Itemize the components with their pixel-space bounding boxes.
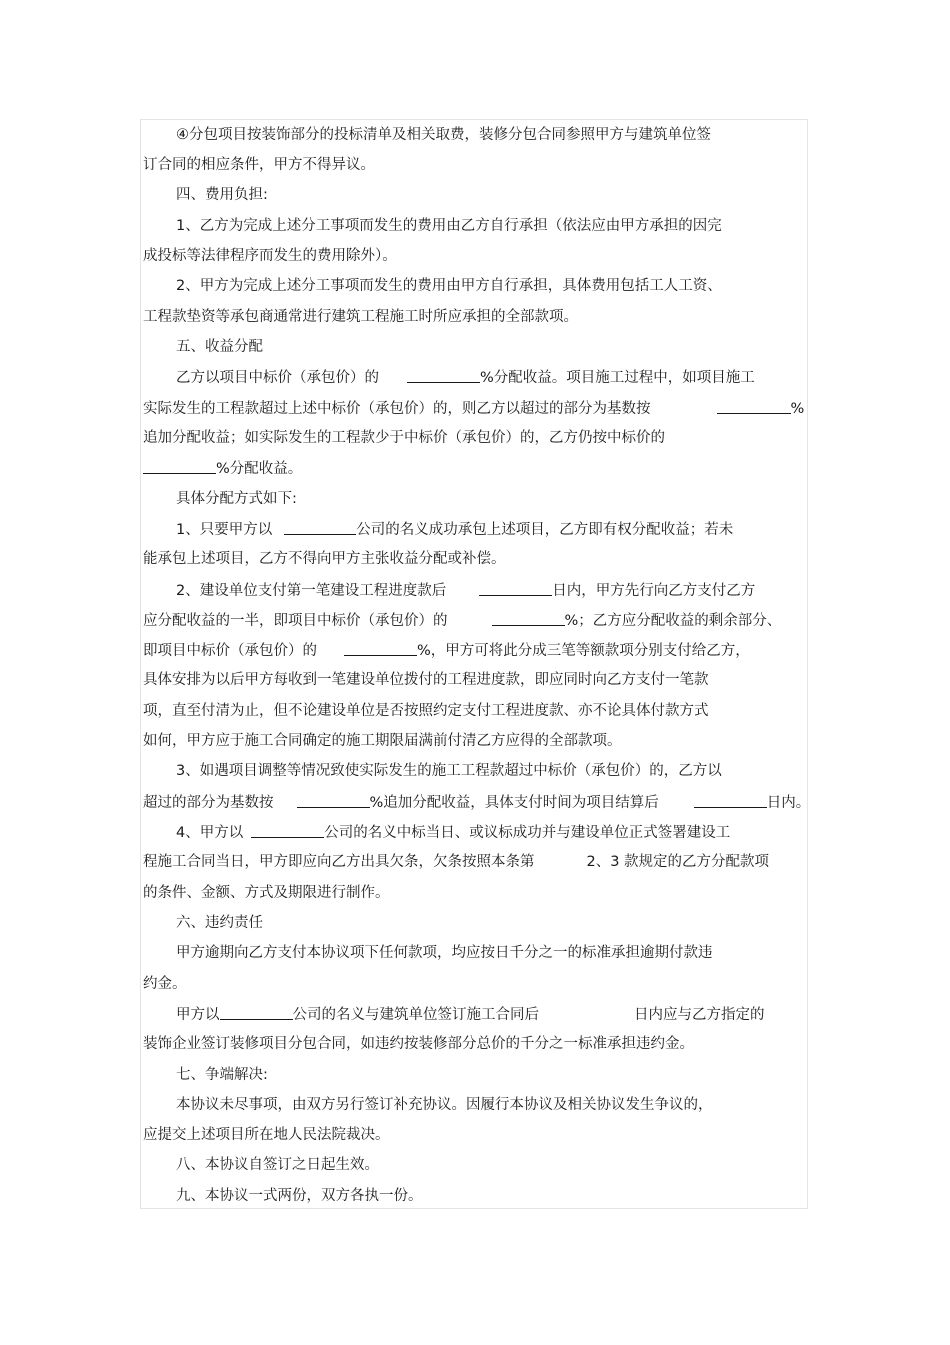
text-segment: 本协议未尽事项，由双方另行签订补充协议。因履行本协议及相关协议发生争议的， xyxy=(176,1097,713,1113)
fill-in-blank xyxy=(694,792,767,808)
text-line xyxy=(176,185,268,205)
text-line xyxy=(176,489,297,509)
text-segment: %分配收益。项目施工过程中，如项目施工 xyxy=(480,370,755,386)
fill-in-blank xyxy=(407,367,480,383)
text-segment: 公司的名义中标当日、或议标成功并与建设单位正式签署建设工 xyxy=(324,825,731,841)
text-line xyxy=(143,549,506,569)
text-segment: % xyxy=(790,401,805,417)
fill-in-blank xyxy=(251,822,324,838)
text-line xyxy=(176,943,713,963)
text-segment: 实际发生的工程款超过上述中标价（承包价）的，则乙方以超过的部分为基数按 xyxy=(143,401,651,417)
text-line xyxy=(143,398,804,419)
text-line xyxy=(143,640,750,661)
text-segment: 应提交上述项目所在地人民法院裁决。 xyxy=(143,1127,390,1143)
text-segment: 成投标等法律程序而发生的费用除外）。 xyxy=(143,248,397,264)
text-line xyxy=(143,458,302,479)
text-segment: 六、违约责任 xyxy=(176,915,263,931)
text-segment: 四、费用负担: xyxy=(176,187,268,203)
text-segment: 程施工合同当日，甲方即应向乙方出具欠条，欠条按照本条第 xyxy=(143,854,535,870)
text-segment: 甲方以 xyxy=(176,1007,220,1023)
text-segment: 工程款垫资等承包商通常进行建筑工程施工时所应承担的全部款项。 xyxy=(143,309,578,325)
text-line xyxy=(176,822,730,843)
fill-in-blank xyxy=(344,640,417,656)
fill-in-blank xyxy=(492,610,565,626)
text-line xyxy=(143,1125,390,1145)
text-segment: 如何，甲方应于施工合同确定的施工期限届满前付清乙方应得的全部款项。 xyxy=(143,733,622,749)
text-segment: 2、甲方为完成上述分工事项而发生的费用由甲方自行承担，具体费用包括工人工资、 xyxy=(176,278,722,294)
text-line xyxy=(176,276,722,296)
text-segment: 八、本协议自签订之日起生效。 xyxy=(176,1157,379,1173)
text-line xyxy=(176,1155,379,1175)
text-segment: 3、如遇项目调整等情况致使实际发生的施工工程款超过中标价（承包价）的，乙方以 xyxy=(176,763,722,779)
text-line xyxy=(143,852,769,872)
text-segment: 乙方以项目中标价（承包价）的 xyxy=(176,370,379,386)
text-line xyxy=(143,701,709,721)
text-line xyxy=(176,913,263,933)
fill-in-blank xyxy=(717,398,791,414)
text-line xyxy=(143,307,578,327)
text-segment: 超过的部分为基数按 xyxy=(143,795,274,811)
text-segment: 日内。 xyxy=(766,795,811,811)
text-segment: 4、甲方以 xyxy=(176,825,244,841)
text-segment: 应分配收益的一半，即项目中标价（承包价）的 xyxy=(143,613,448,629)
text-segment: %追加分配收益，具体支付时间为项目结算后 xyxy=(369,795,659,811)
text-segment: 项，直至付清为止，但不论建设单位是否按照约定支付工程进度款、亦不论具体付款方式 xyxy=(143,703,709,719)
text-segment: 订合同的相应条件，甲方不得异议。 xyxy=(143,157,375,173)
text-segment: 2、建设单位支付第一笔建设工程进度款后 xyxy=(176,583,447,599)
text-line xyxy=(143,155,375,175)
text-segment: %，甲方可将此分成三笔等额款项分别支付给乙方， xyxy=(417,643,750,659)
text-line xyxy=(143,428,665,448)
text-segment: 公司的名义与建筑单位签订施工合同后 xyxy=(292,1007,539,1023)
text-line xyxy=(176,519,733,540)
text-segment: 具体安排为以后甲方每收到一笔建设单位拨付的工程进度款，即应同时向乙方支付一笔款 xyxy=(143,672,709,688)
text-line xyxy=(176,580,755,601)
text-segment: 即项目中标价（承包价）的 xyxy=(143,643,317,659)
text-segment: 1、乙方为完成上述分工事项而发生的费用由乙方自行承担（依法应由甲方承担的因完 xyxy=(176,218,722,234)
text-segment: 具体分配方式如下: xyxy=(176,491,297,507)
text-segment: 五、收益分配 xyxy=(176,339,263,355)
text-segment: %分配收益。 xyxy=(216,461,303,477)
text-segment: ④分包项目按装饰部分的投标清单及相关取费，装修分包合同参照甲方与建筑单位签 xyxy=(176,127,711,143)
text-segment: 能承包上述项目，乙方不得向甲方主张收益分配或补偿。 xyxy=(143,551,506,567)
text-line xyxy=(176,216,722,236)
text-segment: 日内应与乙方指定的 xyxy=(634,1007,765,1023)
text-line xyxy=(176,1004,765,1025)
text-line xyxy=(143,1034,694,1054)
text-segment: %；乙方应分配收益的剩余部分、 xyxy=(564,613,782,629)
text-line xyxy=(143,670,709,690)
text-segment: 2、3 款规定的乙方分配款项 xyxy=(586,854,770,870)
text-line xyxy=(143,974,187,994)
fill-in-blank xyxy=(479,580,552,596)
fill-in-blank xyxy=(284,519,356,535)
text-line xyxy=(143,246,397,266)
text-line xyxy=(143,792,810,813)
fill-in-blank xyxy=(143,458,216,474)
text-line xyxy=(143,610,781,631)
text-line xyxy=(176,337,263,357)
text-line xyxy=(176,1095,713,1115)
text-line xyxy=(176,125,711,145)
text-line xyxy=(176,367,755,388)
text-line xyxy=(176,1065,268,1085)
text-segment: 约金。 xyxy=(143,976,187,992)
text-segment: 日内，甲方先行向乙方支付乙方 xyxy=(552,583,756,599)
text-segment: 1、只要甲方以 xyxy=(176,522,273,538)
text-segment: 追加分配收益；如实际发生的工程款少于中标价（承包价）的，乙方仍按中标价的 xyxy=(143,430,665,446)
fill-in-blank xyxy=(220,1004,293,1020)
text-line xyxy=(176,1186,423,1206)
fill-in-blank xyxy=(297,792,370,808)
text-segment: 七、争端解决: xyxy=(176,1067,268,1083)
text-line xyxy=(176,761,722,781)
text-segment: 九、本协议一式两份，双方各执一份。 xyxy=(176,1188,423,1204)
text-line xyxy=(143,883,390,903)
text-line xyxy=(143,731,622,751)
text-segment: 装饰企业签订装修项目分包合同，如违约按装修部分总价的千分之一标准承担违约金。 xyxy=(143,1036,694,1052)
text-segment: 的条件、金额、方式及期限进行制作。 xyxy=(143,885,390,901)
text-segment: 甲方逾期向乙方支付本协议项下任何款项，均应按日千分之一的标准承担逾期付款违 xyxy=(176,945,713,961)
text-segment: 公司的名义成功承包上述项目，乙方即有权分配收益；若未 xyxy=(356,522,734,538)
